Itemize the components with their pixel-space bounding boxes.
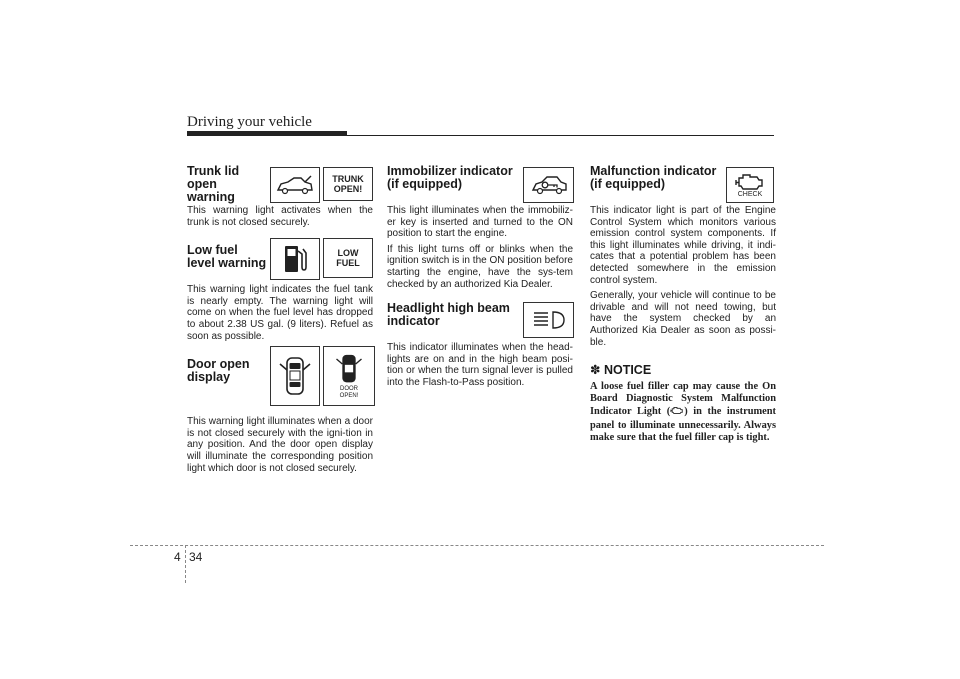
header-title: Driving your vehicle xyxy=(187,114,312,130)
trunk-open-icon xyxy=(270,167,320,203)
notice-text-after: ) in the instrument panel to illuminate unnecessarily. Always make sure that the fuel filler cap is tight. xyxy=(590,406,776,444)
high-beam-icon xyxy=(523,302,574,338)
section-heading: Headlight high beam indicator xyxy=(387,301,510,329)
door-open-section xyxy=(187,358,373,474)
section-body: This warning light indicates the fuel tank is nearly empty. The warning light will come on when the fuel level has dropped to about 2.38 US gal. (9 liters). Refuel as soon as possible. xyxy=(187,284,373,342)
high-beam-section xyxy=(387,302,573,388)
section-heading: Door open display xyxy=(187,357,250,385)
section-body: This warning light activates when the trunk is not closed securely. xyxy=(187,205,373,228)
section-body: This indicator light is part of the Engine Control System which monitors various emission control system components. If this light illuminates while driving, it indi-cates that a potential problem has been detected somewhere in the emission control system. xyxy=(590,205,776,286)
door-open-car-icon xyxy=(270,346,320,406)
footer-dashed-rule xyxy=(130,545,824,546)
check-label: CHECK xyxy=(737,191,763,198)
notice-title: ✽ NOTICE xyxy=(590,363,652,378)
fuel-pump-icon xyxy=(270,238,320,280)
low-fuel-text-label: LOW FUEL xyxy=(323,238,373,278)
section-heading: Immobilizer indicator (if equipped) xyxy=(387,164,513,191)
immobilizer-key-car-icon xyxy=(523,167,574,203)
right-column xyxy=(590,165,776,444)
middle-column xyxy=(387,165,573,403)
section-body: If this light turns off or blinks when the ignition switch is in the ON position before starting the engine, have the sys-tem checked by an authorized Kia Dealer. xyxy=(387,243,573,290)
malfunction-section xyxy=(590,165,776,348)
section-heading: Low fuel level warning xyxy=(187,243,267,271)
door-open-label: DOOR OPEN! xyxy=(339,386,359,400)
section-heading: Malfunction indicator (if equipped) xyxy=(590,164,717,191)
check-engine-inline-icon xyxy=(670,405,684,420)
section-heading: Trunk lid open warning xyxy=(187,164,240,204)
left-column xyxy=(187,165,373,488)
chapter-number: 4 xyxy=(174,550,181,564)
door-open-car-label-icon xyxy=(323,346,375,406)
notice-text-before: A loose fuel filler cap may cause the On Board Diagnostic System Malfunction Indicator Light ( xyxy=(590,381,776,418)
footer-vertical-rule xyxy=(185,545,186,583)
page-number: 34 xyxy=(189,550,203,564)
check-engine-icon xyxy=(726,167,774,203)
section-body: This warning light illuminates when a door is not closed securely with the igni-tion in any position. And the door open display will illuminate the corresponding position light which door is not closed securely. xyxy=(187,416,373,474)
trunk-lid-section xyxy=(187,165,373,228)
low-fuel-section xyxy=(187,244,373,342)
notice-box xyxy=(590,362,776,444)
section-body: This indicator illuminates when the head-lights are on and in the high beam posi-tion or when the turn signal lever is pulled into the Flash-to-Pass position. xyxy=(387,342,573,388)
trunk-open-text-label: TRUNK OPEN! xyxy=(323,167,373,201)
immobilizer-section xyxy=(387,165,573,290)
header-rule xyxy=(187,135,774,136)
section-body: Generally, your vehicle will continue to be drivable and will not need towing, but have the system checked by an Authorized Kia Dealer as soon as possi-ble. xyxy=(590,290,776,348)
notice-text xyxy=(590,381,776,444)
section-body: This light illuminates when the immobiliz-er key is inserted and turned to the ON position to start the engine. xyxy=(387,205,573,240)
